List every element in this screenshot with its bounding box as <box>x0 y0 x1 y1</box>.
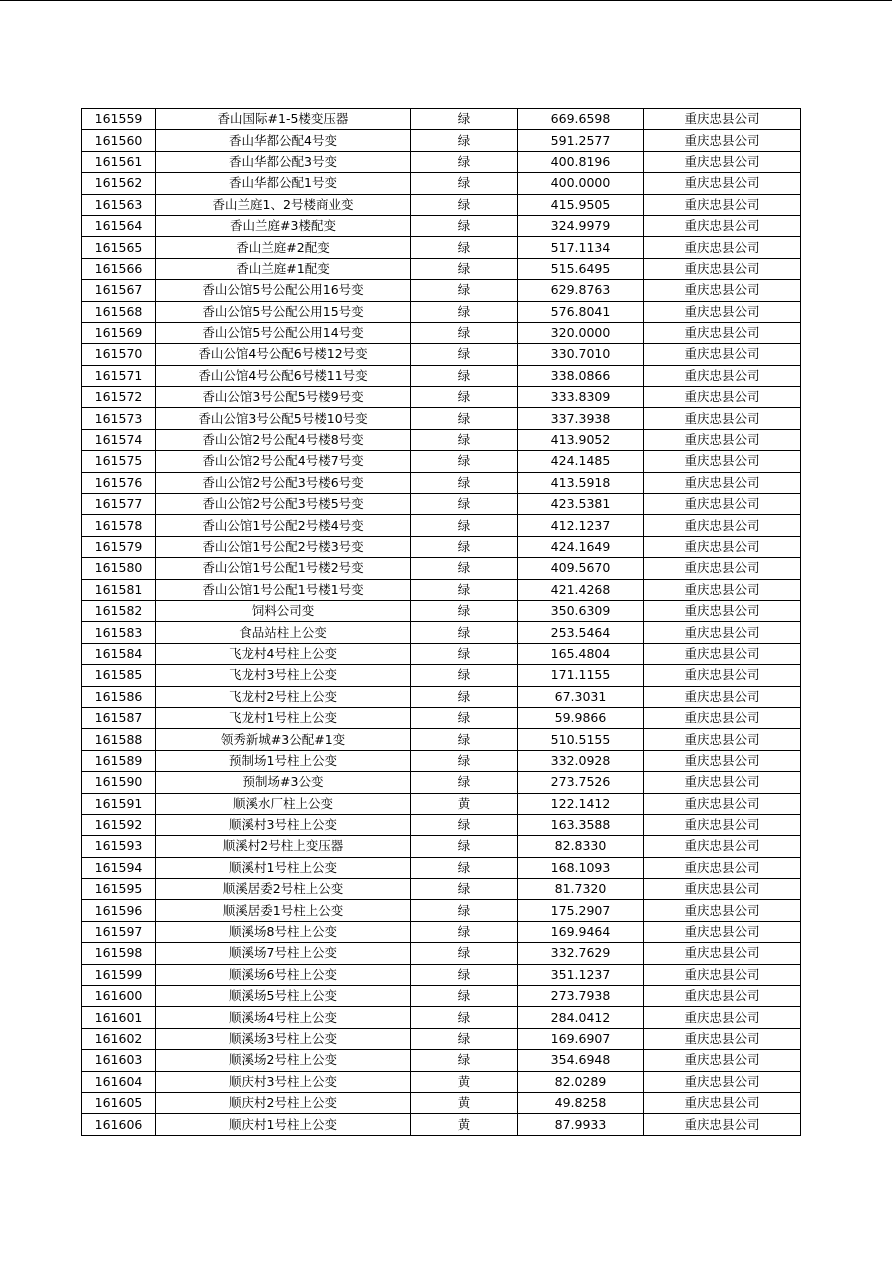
table-row <box>82 1092 801 1113</box>
level-cell: 绿 <box>411 707 518 728</box>
name-cell: 顺溪场4号柱上公变 <box>156 1007 411 1028</box>
name-cell: 预制场1号柱上公变 <box>156 750 411 771</box>
level-cell: 绿 <box>411 600 518 621</box>
company-cell: 重庆忠县公司 <box>644 750 801 771</box>
id-cell: 161570 <box>82 344 156 365</box>
name-cell: 香山公馆2号公配3号楼6号变 <box>156 472 411 493</box>
value-cell: 510.5155 <box>518 729 644 750</box>
value-cell: 351.1237 <box>518 964 644 985</box>
value-cell: 332.0928 <box>518 750 644 771</box>
level-cell: 绿 <box>411 750 518 771</box>
company-cell: 重庆忠县公司 <box>644 1028 801 1049</box>
name-cell: 食品站柱上公变 <box>156 622 411 643</box>
level-cell: 绿 <box>411 515 518 536</box>
id-cell: 161569 <box>82 322 156 343</box>
id-cell: 161568 <box>82 301 156 322</box>
name-cell: 香山华都公配3号变 <box>156 151 411 172</box>
company-cell: 重庆忠县公司 <box>644 215 801 236</box>
value-cell: 163.3588 <box>518 814 644 835</box>
table-row <box>82 686 801 707</box>
level-cell: 绿 <box>411 964 518 985</box>
table-row <box>82 429 801 450</box>
level-cell: 绿 <box>411 280 518 301</box>
company-cell: 重庆忠县公司 <box>644 344 801 365</box>
value-cell: 337.3938 <box>518 408 644 429</box>
value-cell: 165.4804 <box>518 643 644 664</box>
table-row <box>82 173 801 194</box>
name-cell: 香山国际#1-5楼变压器 <box>156 109 411 130</box>
table-row <box>82 1050 801 1071</box>
table-row <box>82 344 801 365</box>
table-row <box>82 515 801 536</box>
table-row <box>82 1028 801 1049</box>
name-cell: 顺溪村2号柱上变压器 <box>156 836 411 857</box>
id-cell: 161593 <box>82 836 156 857</box>
level-cell: 绿 <box>411 536 518 557</box>
value-cell: 59.9866 <box>518 707 644 728</box>
id-cell: 161591 <box>82 793 156 814</box>
value-cell: 333.8309 <box>518 387 644 408</box>
id-cell: 161575 <box>82 451 156 472</box>
name-cell: 香山兰庭#3楼配变 <box>156 215 411 236</box>
name-cell: 飞龙村3号柱上公变 <box>156 665 411 686</box>
table-row <box>82 707 801 728</box>
company-cell: 重庆忠县公司 <box>644 1071 801 1092</box>
value-cell: 576.8041 <box>518 301 644 322</box>
id-cell: 161565 <box>82 237 156 258</box>
id-cell: 161598 <box>82 943 156 964</box>
company-cell: 重庆忠县公司 <box>644 173 801 194</box>
id-cell: 161592 <box>82 814 156 835</box>
name-cell: 香山华都公配4号变 <box>156 130 411 151</box>
id-cell: 161587 <box>82 707 156 728</box>
value-cell: 273.7938 <box>518 986 644 1007</box>
company-cell: 重庆忠县公司 <box>644 729 801 750</box>
value-cell: 517.1134 <box>518 237 644 258</box>
level-cell: 绿 <box>411 814 518 835</box>
level-cell: 绿 <box>411 900 518 921</box>
id-cell: 161560 <box>82 130 156 151</box>
level-cell: 绿 <box>411 772 518 793</box>
id-cell: 161595 <box>82 879 156 900</box>
value-cell: 338.0866 <box>518 365 644 386</box>
name-cell: 飞龙村4号柱上公变 <box>156 643 411 664</box>
id-cell: 161577 <box>82 494 156 515</box>
value-cell: 413.9052 <box>518 429 644 450</box>
value-cell: 330.7010 <box>518 344 644 365</box>
company-cell: 重庆忠县公司 <box>644 579 801 600</box>
level-cell: 绿 <box>411 836 518 857</box>
level-cell: 绿 <box>411 622 518 643</box>
company-cell: 重庆忠县公司 <box>644 857 801 878</box>
level-cell: 绿 <box>411 387 518 408</box>
table-row <box>82 472 801 493</box>
value-cell: 332.7629 <box>518 943 644 964</box>
level-cell: 绿 <box>411 943 518 964</box>
value-cell: 423.5381 <box>518 494 644 515</box>
company-cell: 重庆忠县公司 <box>644 943 801 964</box>
name-cell: 顺溪村3号柱上公变 <box>156 814 411 835</box>
company-cell: 重庆忠县公司 <box>644 665 801 686</box>
name-cell: 饲料公司变 <box>156 600 411 621</box>
level-cell: 绿 <box>411 429 518 450</box>
level-cell: 绿 <box>411 558 518 579</box>
id-cell: 161589 <box>82 750 156 771</box>
table-row <box>82 558 801 579</box>
name-cell: 顺溪场6号柱上公变 <box>156 964 411 985</box>
level-cell: 绿 <box>411 322 518 343</box>
id-cell: 161602 <box>82 1028 156 1049</box>
name-cell: 顺溪场3号柱上公变 <box>156 1028 411 1049</box>
value-cell: 82.8330 <box>518 836 644 857</box>
id-cell: 161582 <box>82 600 156 621</box>
name-cell: 顺溪场8号柱上公变 <box>156 921 411 942</box>
name-cell: 顺溪场7号柱上公变 <box>156 943 411 964</box>
company-cell: 重庆忠县公司 <box>644 472 801 493</box>
value-cell: 669.6598 <box>518 109 644 130</box>
id-cell: 161579 <box>82 536 156 557</box>
name-cell: 香山公馆3号公配5号楼9号变 <box>156 387 411 408</box>
company-cell: 重庆忠县公司 <box>644 793 801 814</box>
value-cell: 67.3031 <box>518 686 644 707</box>
value-cell: 168.1093 <box>518 857 644 878</box>
table-row <box>82 943 801 964</box>
level-cell: 绿 <box>411 344 518 365</box>
company-cell: 重庆忠县公司 <box>644 879 801 900</box>
value-cell: 409.5670 <box>518 558 644 579</box>
company-cell: 重庆忠县公司 <box>644 109 801 130</box>
id-cell: 161559 <box>82 109 156 130</box>
name-cell: 香山公馆5号公配公用14号变 <box>156 322 411 343</box>
table-row <box>82 900 801 921</box>
id-cell: 161562 <box>82 173 156 194</box>
value-cell: 354.6948 <box>518 1050 644 1071</box>
id-cell: 161590 <box>82 772 156 793</box>
company-cell: 重庆忠县公司 <box>644 451 801 472</box>
value-cell: 424.1485 <box>518 451 644 472</box>
name-cell: 香山公馆2号公配4号楼7号变 <box>156 451 411 472</box>
company-cell: 重庆忠县公司 <box>644 986 801 1007</box>
table-row <box>82 1071 801 1092</box>
name-cell: 香山公馆1号公配1号楼2号变 <box>156 558 411 579</box>
name-cell: 顺庆村3号柱上公变 <box>156 1071 411 1092</box>
company-cell: 重庆忠县公司 <box>644 387 801 408</box>
name-cell: 顺庆村2号柱上公变 <box>156 1092 411 1113</box>
table-row <box>82 793 801 814</box>
value-cell: 284.0412 <box>518 1007 644 1028</box>
level-cell: 黄 <box>411 1114 518 1135</box>
table-row <box>82 1114 801 1135</box>
name-cell: 顺溪场2号柱上公变 <box>156 1050 411 1071</box>
company-cell: 重庆忠县公司 <box>644 622 801 643</box>
table-row <box>82 772 801 793</box>
id-cell: 161578 <box>82 515 156 536</box>
value-cell: 175.2907 <box>518 900 644 921</box>
id-cell: 161580 <box>82 558 156 579</box>
company-cell: 重庆忠县公司 <box>644 1092 801 1113</box>
company-cell: 重庆忠县公司 <box>644 494 801 515</box>
id-cell: 161585 <box>82 665 156 686</box>
company-cell: 重庆忠县公司 <box>644 558 801 579</box>
name-cell: 顺溪居委1号柱上公变 <box>156 900 411 921</box>
company-cell: 重庆忠县公司 <box>644 237 801 258</box>
value-cell: 122.1412 <box>518 793 644 814</box>
table-row <box>82 130 801 151</box>
company-cell: 重庆忠县公司 <box>644 1007 801 1028</box>
company-cell: 重庆忠县公司 <box>644 151 801 172</box>
value-cell: 253.5464 <box>518 622 644 643</box>
id-cell: 161563 <box>82 194 156 215</box>
table-row <box>82 879 801 900</box>
level-cell: 绿 <box>411 857 518 878</box>
id-cell: 161583 <box>82 622 156 643</box>
table-row <box>82 729 801 750</box>
company-cell: 重庆忠县公司 <box>644 194 801 215</box>
value-cell: 415.9505 <box>518 194 644 215</box>
level-cell: 绿 <box>411 151 518 172</box>
value-cell: 320.0000 <box>518 322 644 343</box>
level-cell: 绿 <box>411 579 518 600</box>
id-cell: 161564 <box>82 215 156 236</box>
table-row <box>82 665 801 686</box>
table-row <box>82 109 801 130</box>
table-row <box>82 451 801 472</box>
value-cell: 169.9464 <box>518 921 644 942</box>
company-cell: 重庆忠县公司 <box>644 408 801 429</box>
level-cell: 绿 <box>411 986 518 1007</box>
id-cell: 161581 <box>82 579 156 600</box>
company-cell: 重庆忠县公司 <box>644 900 801 921</box>
id-cell: 161605 <box>82 1092 156 1113</box>
value-cell: 515.6495 <box>518 258 644 279</box>
name-cell: 香山公馆5号公配公用15号变 <box>156 301 411 322</box>
id-cell: 161594 <box>82 857 156 878</box>
name-cell: 顺庆村1号柱上公变 <box>156 1114 411 1135</box>
value-cell: 591.2577 <box>518 130 644 151</box>
company-cell: 重庆忠县公司 <box>644 921 801 942</box>
name-cell: 香山兰庭#1配变 <box>156 258 411 279</box>
level-cell: 绿 <box>411 301 518 322</box>
level-cell: 绿 <box>411 1007 518 1028</box>
name-cell: 香山公馆4号公配6号楼12号变 <box>156 344 411 365</box>
level-cell: 绿 <box>411 109 518 130</box>
table-row <box>82 258 801 279</box>
id-cell: 161584 <box>82 643 156 664</box>
company-cell: 重庆忠县公司 <box>644 536 801 557</box>
name-cell: 顺溪村1号柱上公变 <box>156 857 411 878</box>
table-row <box>82 322 801 343</box>
table-row <box>82 237 801 258</box>
value-cell: 413.5918 <box>518 472 644 493</box>
transformer-table <box>81 108 801 1136</box>
name-cell: 香山公馆3号公配5号楼10号变 <box>156 408 411 429</box>
level-cell: 绿 <box>411 258 518 279</box>
table-row <box>82 643 801 664</box>
level-cell: 绿 <box>411 1050 518 1071</box>
level-cell: 绿 <box>411 1028 518 1049</box>
name-cell: 香山兰庭1、2号楼商业变 <box>156 194 411 215</box>
company-cell: 重庆忠县公司 <box>644 322 801 343</box>
name-cell: 顺溪场5号柱上公变 <box>156 986 411 1007</box>
value-cell: 412.1237 <box>518 515 644 536</box>
value-cell: 400.8196 <box>518 151 644 172</box>
table-row <box>82 494 801 515</box>
table-row <box>82 536 801 557</box>
level-cell: 绿 <box>411 686 518 707</box>
company-cell: 重庆忠县公司 <box>644 814 801 835</box>
company-cell: 重庆忠县公司 <box>644 301 801 322</box>
level-cell: 绿 <box>411 665 518 686</box>
value-cell: 273.7526 <box>518 772 644 793</box>
table-row <box>82 194 801 215</box>
level-cell: 黄 <box>411 1071 518 1092</box>
table-row <box>82 964 801 985</box>
name-cell: 领秀新城#3公配#1变 <box>156 729 411 750</box>
name-cell: 香山公馆1号公配2号楼4号变 <box>156 515 411 536</box>
id-cell: 161571 <box>82 365 156 386</box>
company-cell: 重庆忠县公司 <box>644 643 801 664</box>
value-cell: 400.0000 <box>518 173 644 194</box>
table-row <box>82 857 801 878</box>
level-cell: 绿 <box>411 472 518 493</box>
value-cell: 421.4268 <box>518 579 644 600</box>
id-cell: 161561 <box>82 151 156 172</box>
level-cell: 绿 <box>411 643 518 664</box>
table-row <box>82 365 801 386</box>
id-cell: 161566 <box>82 258 156 279</box>
company-cell: 重庆忠县公司 <box>644 258 801 279</box>
level-cell: 绿 <box>411 494 518 515</box>
company-cell: 重庆忠县公司 <box>644 964 801 985</box>
value-cell: 171.1155 <box>518 665 644 686</box>
id-cell: 161572 <box>82 387 156 408</box>
id-cell: 161567 <box>82 280 156 301</box>
level-cell: 绿 <box>411 729 518 750</box>
value-cell: 350.6309 <box>518 600 644 621</box>
level-cell: 绿 <box>411 237 518 258</box>
table-row <box>82 600 801 621</box>
table-row <box>82 301 801 322</box>
id-cell: 161576 <box>82 472 156 493</box>
company-cell: 重庆忠县公司 <box>644 1114 801 1135</box>
company-cell: 重庆忠县公司 <box>644 836 801 857</box>
value-cell: 424.1649 <box>518 536 644 557</box>
company-cell: 重庆忠县公司 <box>644 600 801 621</box>
name-cell: 香山公馆2号公配3号楼5号变 <box>156 494 411 515</box>
company-cell: 重庆忠县公司 <box>644 429 801 450</box>
value-cell: 169.6907 <box>518 1028 644 1049</box>
table-row <box>82 579 801 600</box>
id-cell: 161573 <box>82 408 156 429</box>
id-cell: 161597 <box>82 921 156 942</box>
id-cell: 161586 <box>82 686 156 707</box>
level-cell: 绿 <box>411 408 518 429</box>
level-cell: 绿 <box>411 879 518 900</box>
level-cell: 绿 <box>411 173 518 194</box>
level-cell: 绿 <box>411 130 518 151</box>
value-cell: 87.9933 <box>518 1114 644 1135</box>
table-row <box>82 814 801 835</box>
id-cell: 161606 <box>82 1114 156 1135</box>
name-cell: 香山公馆1号公配2号楼3号变 <box>156 536 411 557</box>
value-cell: 49.8258 <box>518 1092 644 1113</box>
name-cell: 顺溪居委2号柱上公变 <box>156 879 411 900</box>
company-cell: 重庆忠县公司 <box>644 1050 801 1071</box>
name-cell: 香山公馆2号公配4号楼8号变 <box>156 429 411 450</box>
name-cell: 香山华都公配1号变 <box>156 173 411 194</box>
id-cell: 161603 <box>82 1050 156 1071</box>
table-body <box>82 109 801 1136</box>
company-cell: 重庆忠县公司 <box>644 515 801 536</box>
value-cell: 324.9979 <box>518 215 644 236</box>
value-cell: 629.8763 <box>518 280 644 301</box>
level-cell: 绿 <box>411 194 518 215</box>
id-cell: 161604 <box>82 1071 156 1092</box>
id-cell: 161588 <box>82 729 156 750</box>
table-row <box>82 986 801 1007</box>
company-cell: 重庆忠县公司 <box>644 686 801 707</box>
id-cell: 161574 <box>82 429 156 450</box>
table-row <box>82 215 801 236</box>
name-cell: 香山公馆5号公配公用16号变 <box>156 280 411 301</box>
level-cell: 黄 <box>411 1092 518 1113</box>
level-cell: 绿 <box>411 921 518 942</box>
level-cell: 黄 <box>411 793 518 814</box>
id-cell: 161596 <box>82 900 156 921</box>
company-cell: 重庆忠县公司 <box>644 365 801 386</box>
table-row <box>82 408 801 429</box>
table-row <box>82 280 801 301</box>
table-row <box>82 750 801 771</box>
company-cell: 重庆忠县公司 <box>644 280 801 301</box>
id-cell: 161600 <box>82 986 156 1007</box>
table-row <box>82 1007 801 1028</box>
name-cell: 顺溪水厂柱上公变 <box>156 793 411 814</box>
name-cell: 预制场#3公变 <box>156 772 411 793</box>
level-cell: 绿 <box>411 365 518 386</box>
name-cell: 飞龙村2号柱上公变 <box>156 686 411 707</box>
table-row <box>82 151 801 172</box>
name-cell: 飞龙村1号柱上公变 <box>156 707 411 728</box>
company-cell: 重庆忠县公司 <box>644 130 801 151</box>
company-cell: 重庆忠县公司 <box>644 707 801 728</box>
table-row <box>82 387 801 408</box>
id-cell: 161599 <box>82 964 156 985</box>
name-cell: 香山公馆1号公配1号楼1号变 <box>156 579 411 600</box>
value-cell: 82.0289 <box>518 1071 644 1092</box>
table-row <box>82 836 801 857</box>
name-cell: 香山公馆4号公配6号楼11号变 <box>156 365 411 386</box>
table-row <box>82 622 801 643</box>
page-top-border <box>0 0 892 1</box>
name-cell: 香山兰庭#2配变 <box>156 237 411 258</box>
company-cell: 重庆忠县公司 <box>644 772 801 793</box>
value-cell: 81.7320 <box>518 879 644 900</box>
id-cell: 161601 <box>82 1007 156 1028</box>
level-cell: 绿 <box>411 451 518 472</box>
table-row <box>82 921 801 942</box>
level-cell: 绿 <box>411 215 518 236</box>
